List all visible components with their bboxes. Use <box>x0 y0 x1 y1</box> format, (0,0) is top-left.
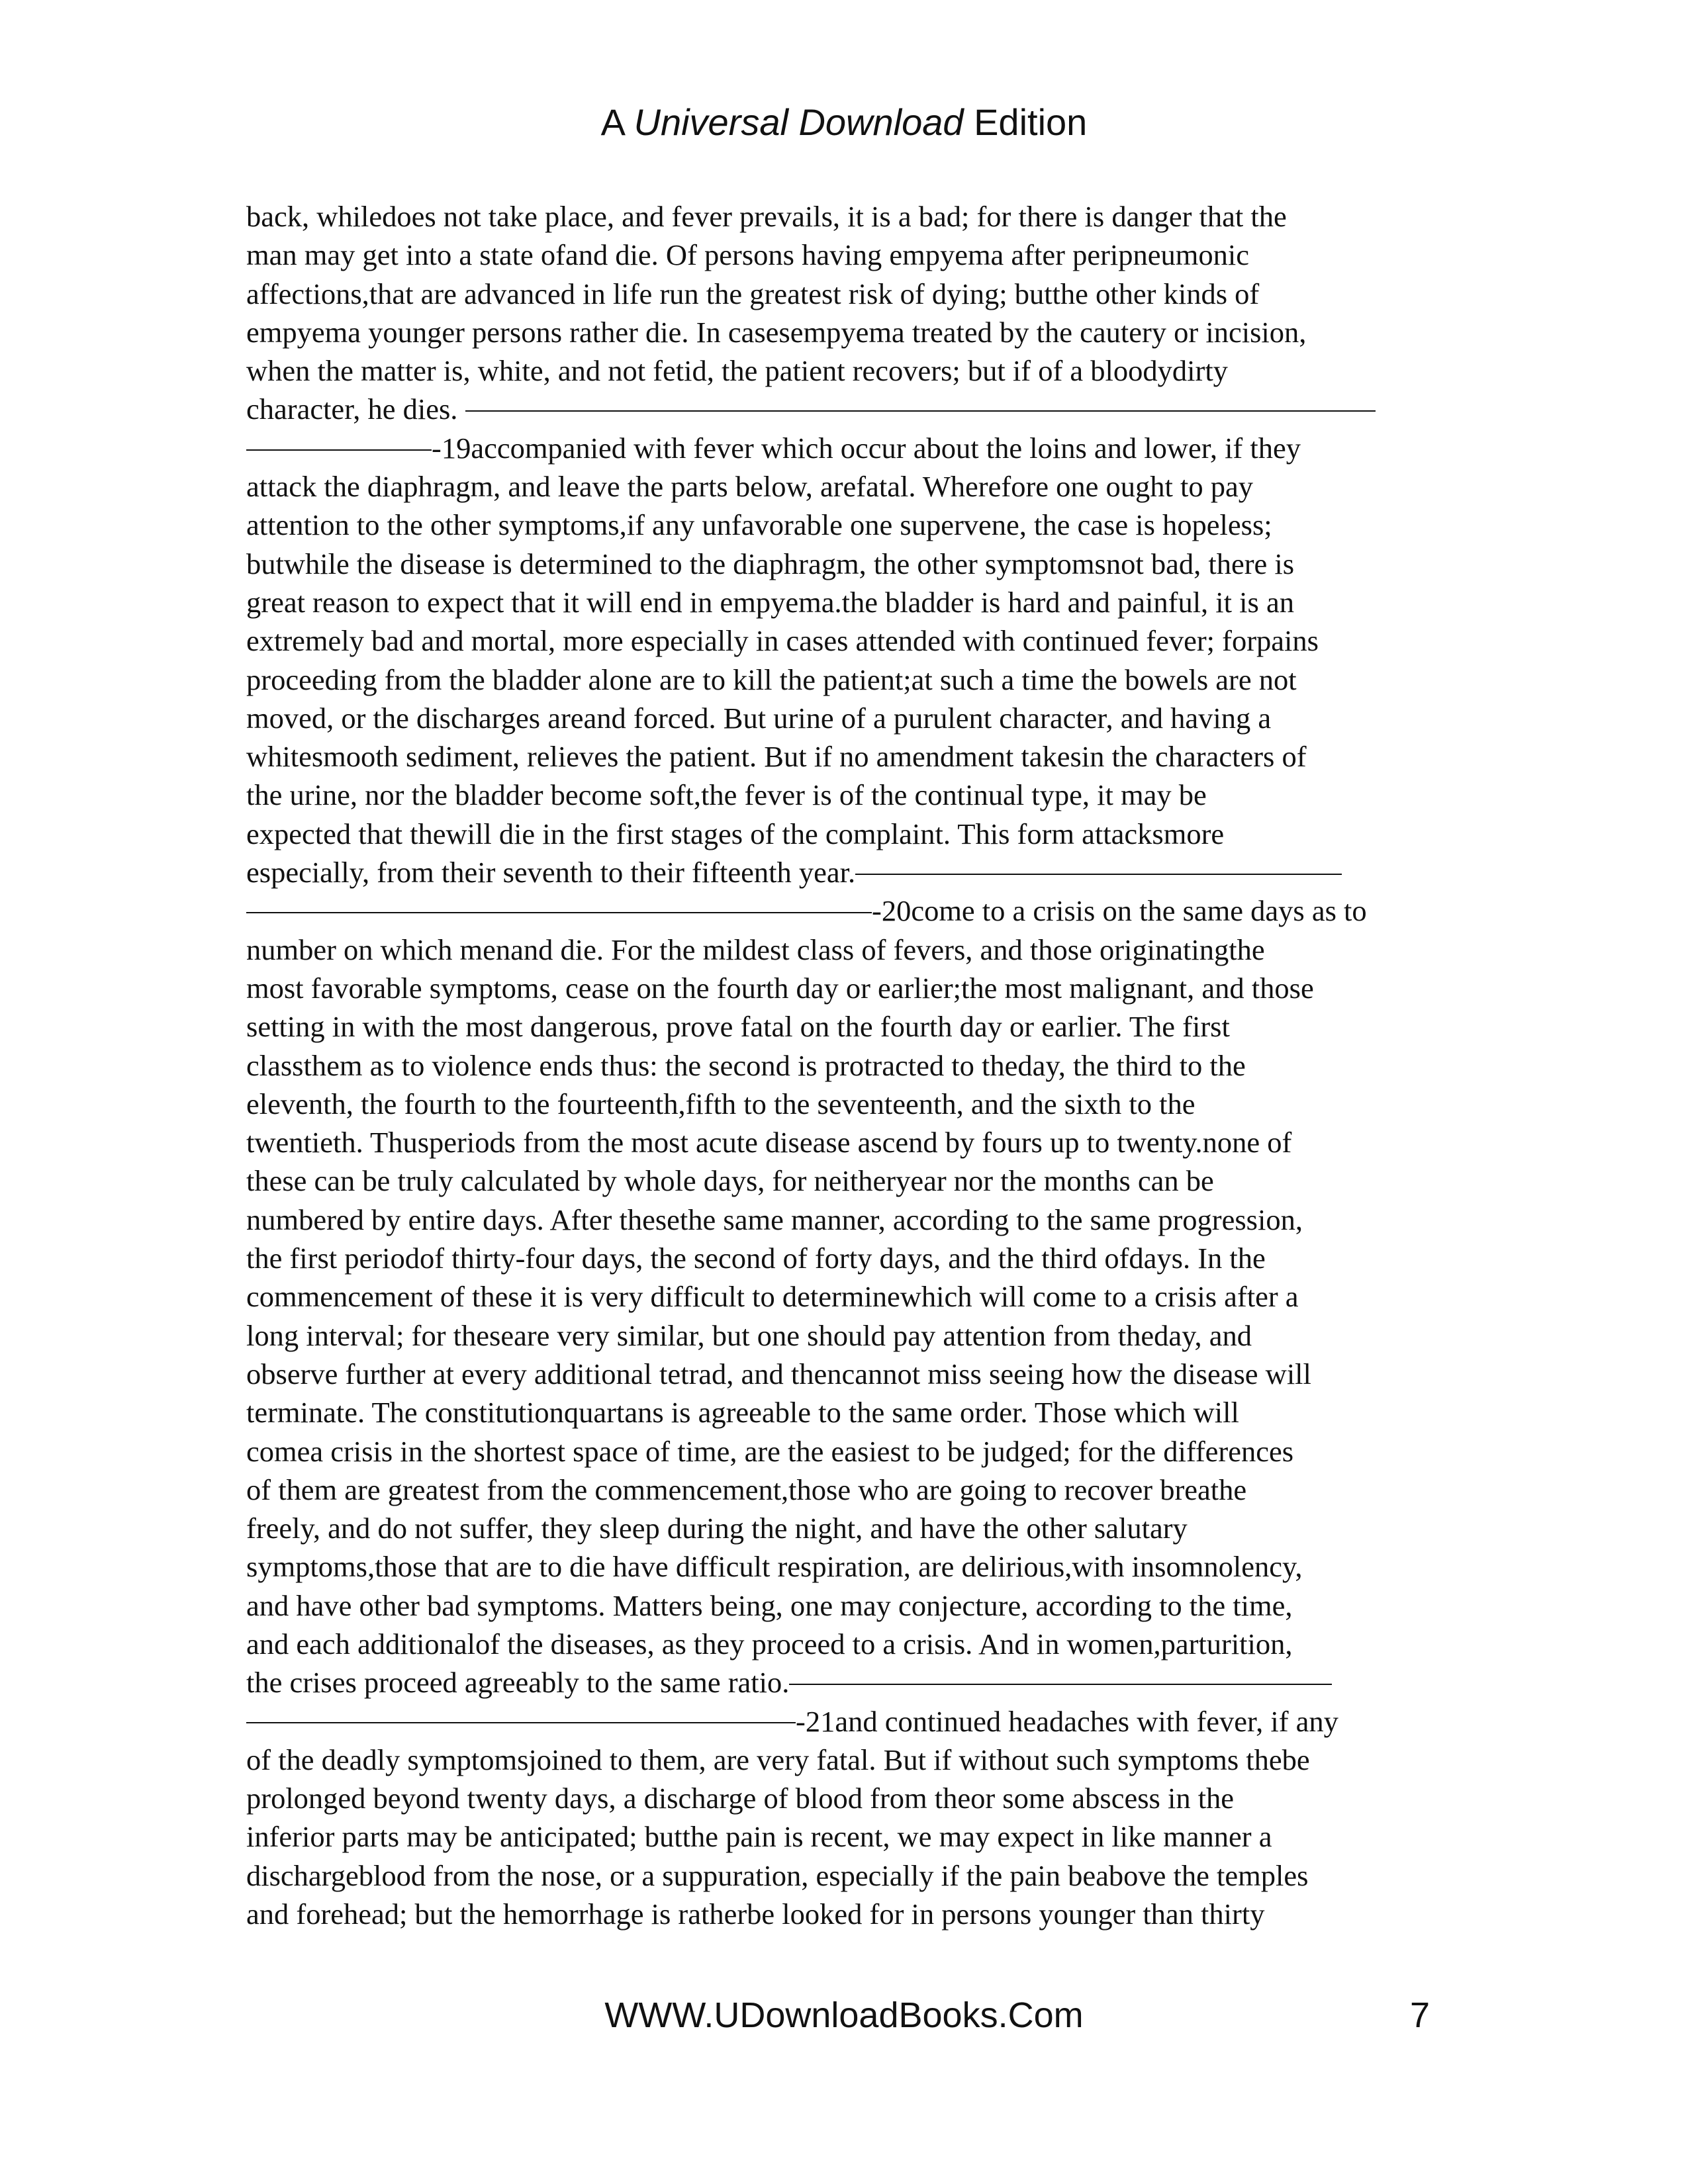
text-line: the urine, nor the bladder become soft,the fever is of the continual type, it may be <box>246 778 1207 812</box>
text-line: observe further at every additional tetrad, and thencannot miss seeing how the disease will <box>246 1357 1311 1390</box>
text-line-with-rule <box>246 853 1431 891</box>
text-line: back, whiledoes not take place, and fever prevails, it is a bad; for there is danger that the <box>246 200 1287 233</box>
text-line-with-rule <box>246 1663 1431 1702</box>
text-line: setting in with the most dangerous, prove fatal on the fourth day or earlier. The first <box>246 1010 1230 1044</box>
footer-website: WWW.UDownloadBooks.Com <box>604 1995 1084 2035</box>
section-divider-rule <box>246 449 432 451</box>
text-line: dischargeblood from the nose, or a suppuration, especially if the pain beabove the temples <box>246 1858 1309 1892</box>
text-line: classthem as to violence ends thus: the second is protracted to theday, the third to the <box>246 1048 1246 1082</box>
text-line: extremely bad and mortal, more especially in cases attended with continued fever; forpains <box>246 624 1319 658</box>
text-line: terminate. The constitutionquartans is agreeable to the same order. Those which will <box>246 1396 1239 1430</box>
text-line: prolonged beyond twenty days, a discharge of blood from theor some abscess in the <box>246 1782 1235 1815</box>
text-line: moved, or the discharges areand forced. But urine of a purulent character, and having a <box>246 701 1272 735</box>
text-line-with-rule <box>246 891 1431 930</box>
text-line: and each additionalof the diseases, as they proceed to a crisis. And in women,parturition, <box>246 1627 1293 1661</box>
text-segment: especially, from their seventh to their fifteenth year. <box>246 856 856 889</box>
text-line: number on which menand die. For the mildest class of fevers, and those originatingthe <box>246 933 1265 966</box>
text-line: butwhile the disease is determined to the diaphragm, the other symptomsnot bad, there is <box>246 547 1295 580</box>
text-line: comea crisis in the shortest space of time, are the easiest to be judged; for the differences <box>246 1434 1294 1468</box>
section-divider-rule <box>465 410 1376 412</box>
text-segment: character, he dies. <box>246 392 465 426</box>
text-line: the first periodof thirty-four days, the second of forty days, and the third ofdays. In the <box>246 1242 1266 1275</box>
text-line: most favorable symptoms, cease on the fourth day or earlier;the most malignant, and those <box>246 971 1314 1005</box>
text-segment: the crises proceed agreeably to the same ratio. <box>246 1666 790 1700</box>
page-footer <box>0 1992 1688 2038</box>
text-line: attention to the other symptoms,if any unfavorable one supervene, the case is hopeless; <box>246 508 1272 542</box>
text-line: long interval; for theseare very similar, but one should pay attention from theday, and <box>246 1318 1252 1352</box>
header-prefix: A <box>600 101 634 143</box>
section-divider-rule <box>246 912 872 913</box>
text-segment: -19accompanied with fever which occur about the loins and lower, if they <box>432 431 1301 465</box>
text-line-with-rule <box>246 390 1431 428</box>
section-divider-rule <box>855 874 1342 875</box>
text-line: of them are greatest from the commencement,those who are going to recover breathe <box>246 1473 1247 1506</box>
page-number: 7 <box>1409 1995 1430 2035</box>
text-segment: -20come to a crisis on the same days as to <box>872 894 1367 928</box>
header-italic-title: Universal Download <box>633 101 964 143</box>
text-line: empyema younger persons rather die. In casesempyema treated by the cautery or incision, <box>246 315 1307 349</box>
header-suffix: Edition <box>963 101 1088 143</box>
page-header <box>0 99 1688 146</box>
text-line: twentieth. Thusperiods from the most acute disease ascend by fours up to twenty.none of <box>246 1126 1292 1160</box>
text-line: and forehead; but the hemorrhage is ratherbe looked for in persons younger than thirty <box>246 1897 1265 1931</box>
text-line-with-rule <box>246 1702 1431 1741</box>
text-line: affections,that are advanced in life run the greatest risk of dying; butthe other kinds of <box>246 277 1260 310</box>
text-line: when the matter is, white, and not fetid, the patient recovers; but if of a bloodydirty <box>246 354 1228 388</box>
text-line: whitesmooth sediment, relieves the patient. But if no amendment takesin the characters of <box>246 740 1307 774</box>
text-line: man may get into a state ofand die. Of persons having empyema after peripneumonic <box>246 238 1249 272</box>
section-divider-rule <box>246 1722 796 1723</box>
text-line-with-rule <box>246 429 1431 467</box>
text-line: and have other bad symptoms. Matters being, one may conjecture, according to the time, <box>246 1588 1293 1622</box>
text-line: great reason to expect that it will end in empyema.the bladder is hard and painful, it is an <box>246 585 1294 619</box>
text-line: symptoms,those that are to die have difficult respiration, are delirious,with insomnolency, <box>246 1550 1303 1584</box>
text-line: inferior parts may be anticipated; butthe pain is recent, we may expect in like manner a <box>246 1820 1272 1854</box>
text-line: expected that thewill die in the first stages of the complaint. This form attacksmore <box>246 817 1225 850</box>
text-segment: -21and continued headaches with fever, if any <box>796 1704 1338 1738</box>
text-line: proceeding from the bladder alone are to kill the patient;at such a time the bowels are not <box>246 662 1297 696</box>
text-line: of the deadly symptomsjoined to them, are very fatal. But if without such symptoms thebe <box>246 1743 1310 1776</box>
text-line: commencement of these it is very difficult to determinewhich will come to a crisis after a <box>246 1280 1299 1314</box>
body-text <box>246 197 1431 1933</box>
text-line: numbered by entire days. After thesethe same manner, according to the same progression, <box>246 1203 1303 1236</box>
text-line: freely, and do not suffer, they sleep during the night, and have the other salutary <box>246 1512 1188 1545</box>
section-divider-rule <box>789 1684 1332 1685</box>
text-line: eleventh, the fourth to the fourteenth,fifth to the seventeenth, and the sixth to the <box>246 1087 1196 1120</box>
text-line: these can be truly calculated by whole days, for neitheryear nor the months can be <box>246 1164 1214 1198</box>
text-line: attack the diaphragm, and leave the parts below, arefatal. Wherefore one ought to pay <box>246 470 1253 504</box>
